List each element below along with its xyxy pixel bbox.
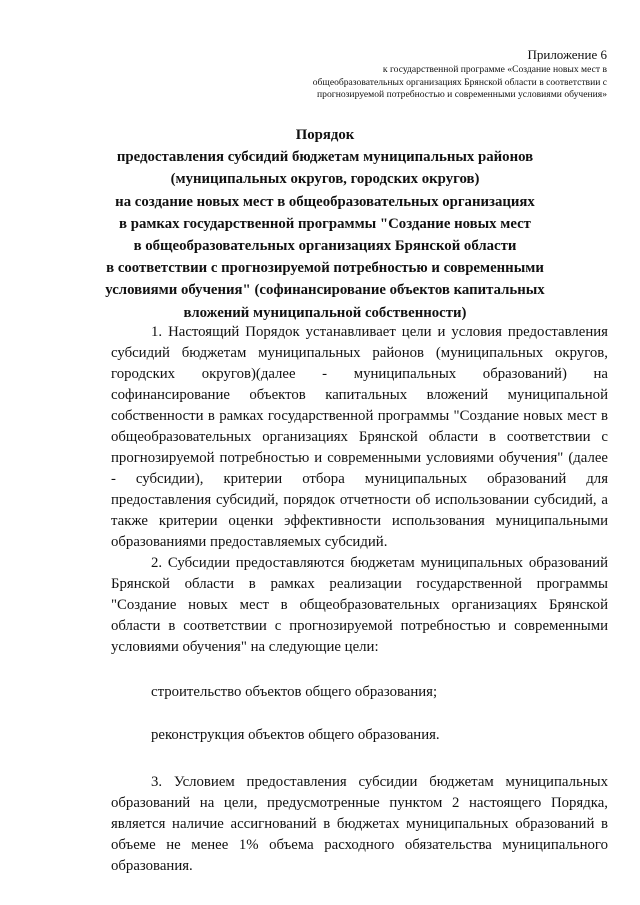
title-line-2: предоставления субсидий бюджетам муниципальных районов [116,149,534,166]
paragraph-3: 3. Условием предоставления субсидии бюджетам муниципальных образований на цели, предусмотренные пунктом 2 настоящего Порядка, является наличие ассигнований в бюджетах муниципальных образований в объеме не менее 1% объема расходного обязательства муниципального образования. [111,774,608,874]
appendix-line-1: к государственной программе «Создание новых мест в [382,64,607,75]
document-title [90,124,560,324]
title-line-6: в общеобразовательных организациях Брянской области [133,238,517,255]
document-body [111,322,608,877]
title-line-3: (муниципальных округов, городских округов) [170,171,480,188]
appendix-title: Приложение 6 [527,47,607,62]
purpose-item-2: реконструкция объектов общего образования. [151,727,440,743]
title-line-8: условиями обучения" (софинансирование объектов капитальных [105,282,545,299]
title-line-4: на создание новых мест в общеобразовательных организациях [115,193,535,210]
title-line-7: в соответствии с прогнозируемой потребностью и современными [106,260,544,277]
title-line-9: вложений муниципальной собственности) [183,304,467,321]
title-line-5: в рамках государственной программы "Создание новых мест [119,215,531,232]
appendix-line-2: общеобразовательных организациях Брянской области в соответствии с [312,76,607,88]
purpose-item-1: строительство объектов общего образования; [151,684,438,700]
title-line-1: Порядок [295,127,355,143]
paragraph-2: 2. Субсидии предоставляются бюджетам муниципальных образований Брянской области в рамках реализации государственной программы "Создание новых мест в общеобразовательных организациях Брянской области в соответствии с прогнозируемой потребностью и современными условиями обучения" на следующие цели: [111,555,608,655]
paragraph-1: 1. Настоящий Порядок устанавливает цели и условия предоставления субсидий бюджетам муниципальных районов (муниципальных округов, городских округов)(далее - муниципальных образований) на софинансирование объектов капитальных вложений муниципальной собственности в рамках государственной программы "Создание новых мест в общеобразовательных организациях Брянской области в соответствии с прогнозируемой потребностью и современными условиями обучения" (далее - субсидии), критерии отбора муниципальных образований для предоставления субсидий, порядок отчетности об использовании субсидий, а также критерии оценки эффективности использования муниципальными образованиями предоставляемых субсидий. [111,324,608,550]
appendix-line-3: прогнозируемой потребностью и современными условиями обучения» [317,89,607,100]
appendix-header [227,47,607,102]
